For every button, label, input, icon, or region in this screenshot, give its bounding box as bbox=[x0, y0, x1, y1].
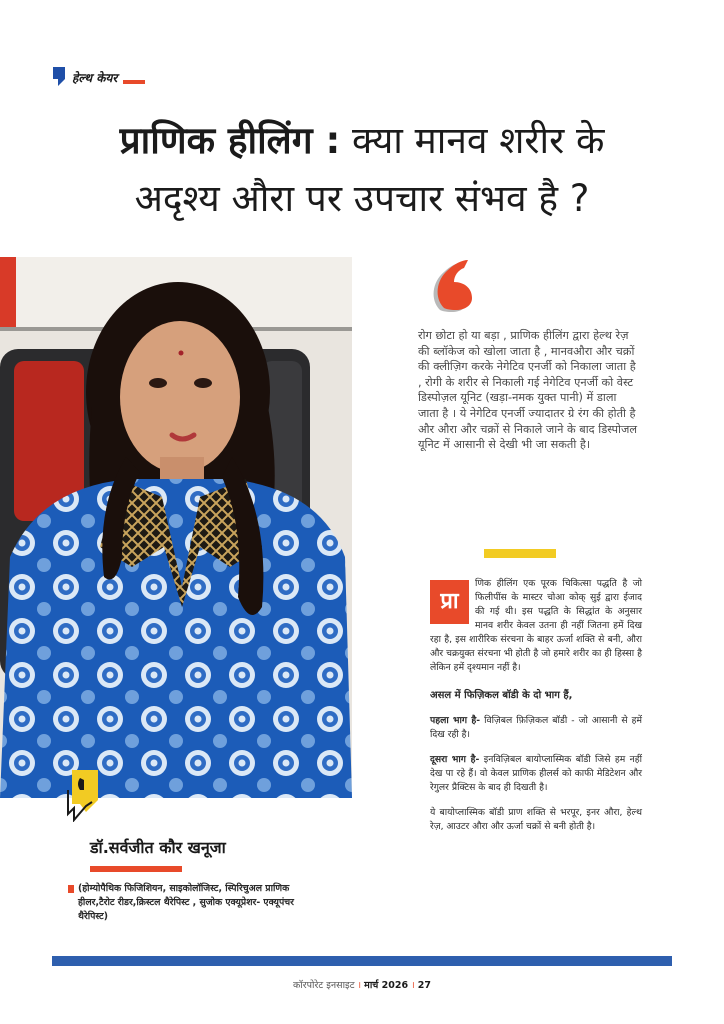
part1-label: पहला भाग है- bbox=[430, 715, 481, 726]
author-description: (होम्योपैथिक फिजिशियन, साइकोलॉजिस्ट, स्पिरिचुअल प्राणिक हीलर,टैरोट रीडर,क्रिस्टल थैरेपिस्ट , सुजोक एक्यूप्रेशर- एक्यूपंचर थैरेपिस्ट) bbox=[78, 883, 294, 922]
issue-month: मार्च 2026 bbox=[364, 980, 409, 991]
speech-bubble-icon bbox=[52, 66, 66, 88]
author-name: डॉ.सर्वजीत कौर खनूजा bbox=[90, 838, 226, 857]
article-title bbox=[40, 112, 684, 228]
page-number: 27 bbox=[417, 980, 431, 991]
page-footer bbox=[0, 978, 724, 991]
section-label: हेल्थ केयर bbox=[72, 70, 118, 85]
author-photo bbox=[0, 257, 352, 798]
pull-quote: रोग छोटा हो या बड़ा , प्राणिक हीलिंग द्वारा हेल्थ रेज़ की ब्लॉकेज को खोला जाता है , मानवऔरा और चक्रों की क्लीज़िग करके नेगेटिव एनर्जी को निकाला जाता है , रोगी के शरीर से निकाली गई नेगेटिव एनर्जी को वेस्ट डिस्पोज़ल यूनिट (खड़ा-नमक युक्त पानी) में डाला जाता है । ये नेगेटिव एनर्जी ज्यादातर ग्रे रंग की होती है और औरा और चक्रों से निकाले जाने के बाद डिस्पोजल यूनिट में आसानी से देखी भी जा सकती है। bbox=[418, 329, 638, 452]
body-subhead: असल में फिज़िकल बॉडी के दो भाग हैं, bbox=[430, 690, 573, 701]
part2-paragraph bbox=[430, 753, 642, 795]
part1-text: विज़िबल फ़िज़िकल बॉडी - जो आसानी से हमें दिख रही है। bbox=[430, 715, 642, 740]
part1-paragraph bbox=[430, 714, 642, 742]
author-name-underline bbox=[90, 866, 182, 872]
footer-separator-2: । bbox=[411, 980, 415, 991]
magazine-name: कॉरपोरेट इनसाइट bbox=[293, 980, 355, 991]
footer-bar bbox=[52, 956, 672, 966]
closing-paragraph: ये बायोप्लास्मिक बॉडी प्राण शक्ति से भरपूर, इनर औरा, हेल्थ रेज़, आउटर औरा और ऊर्जा चक्रों से बनी होती है। bbox=[430, 807, 642, 832]
drop-cap: प्रा bbox=[430, 580, 469, 624]
yellow-divider bbox=[484, 549, 556, 558]
article-body bbox=[430, 577, 642, 845]
title-line2: अदृश्य औरा पर उपचार संभव है ? bbox=[134, 177, 590, 220]
description-marker bbox=[68, 885, 74, 893]
quote-mark-icon bbox=[430, 260, 474, 312]
portrait-image bbox=[0, 257, 352, 798]
footer-separator-1: । bbox=[357, 980, 362, 991]
part2-text: इनविज़िबल बायोप्लास्मिक बॉडी जिसे हम नहीं देख पा रहे हैं। वो केवल प्राणिक हीलर्स को काफी मेडिटेशन और रेगुलर प्रैक्टिस के बाद ही दिखती है। bbox=[430, 754, 642, 793]
title-line1: क्या मानव शरीर के bbox=[340, 119, 605, 162]
intro-paragraph bbox=[430, 577, 642, 675]
title-bold: प्राणिक हीलिंग : bbox=[119, 119, 341, 162]
section-tag bbox=[52, 66, 145, 88]
section-underline bbox=[123, 80, 145, 84]
part2-label: दूसरा भाग है- bbox=[430, 754, 480, 765]
quote-bubble-icon bbox=[64, 766, 104, 822]
intro-text: णिक हीलिंग एक पूरक चिकित्सा पद्धति है जो फिलीपींस के मास्टर चोआ कोक् सुई द्वारा ईजाद की गई थी। इस पद्धति के सिद्धांत के अनुसार मानव शरीर केवल उतना ही नहीं जितना हमें दिख रहा है, इस शारीरिक संरचना के बाहर ऊर्जा शक्ति से बनी, औरा और चक्रयुक्त संरचना भी होती है जो हमारे शरीर का ही हिस्सा है लेकिन हमें दृश्यमान नहीं है। bbox=[430, 578, 642, 673]
